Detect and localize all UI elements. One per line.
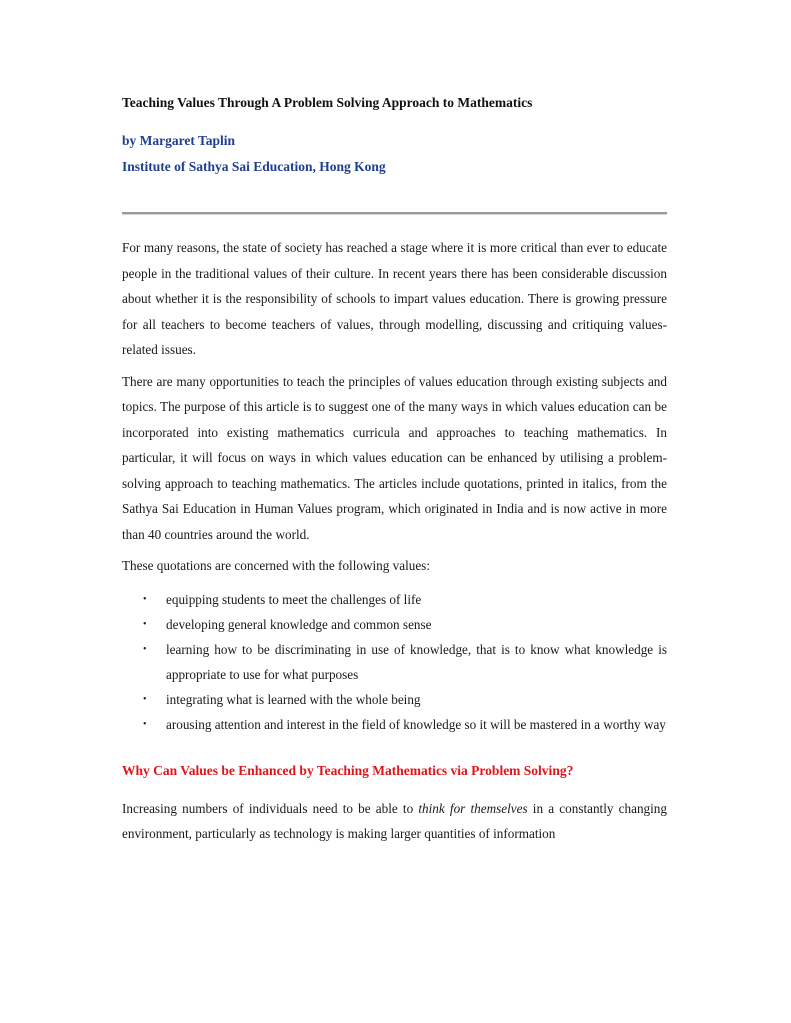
bullet-icon: • (143, 618, 147, 630)
list-item (122, 712, 667, 737)
values-list (122, 587, 667, 737)
italic-phrase: think for themselves (418, 800, 528, 816)
bullet-icon: • (143, 643, 147, 655)
intro-paragraph: For many reasons, the state of society has reached a stage where it is more critical than ever to educate people in the traditional values of their culture. In recent years there has been considerable discussion about whether it is the responsibility of schools to impart values education. There is growing pressure for all teachers to become teachers of values, through modelling, discussing and critiquing values-related issues. (122, 240, 667, 357)
author-name: by Margaret Taplin (122, 133, 236, 148)
bullet-icon: • (143, 718, 147, 730)
section-paragraph-text: Increasing numbers of individuals need to be able to (122, 800, 419, 816)
document-page (122, 95, 667, 847)
bullet-icon: • (143, 593, 147, 605)
list-item-text: integrating what is learned with the whole being (166, 691, 421, 707)
horizontal-rule (122, 212, 667, 215)
document-title: Teaching Values Through A Problem Solving Approach to Mathematics (122, 95, 533, 110)
list-item-text: equipping students to meet the challenges of life (166, 591, 422, 607)
section-paragraph (122, 796, 667, 847)
purpose-paragraph: There are many opportunities to teach the principles of values education through existing subjects and topics. The purpose of this article is to suggest one of the many ways in which values education can be incorporated into existing mathematics curricula and approaches to teaching mathematics. In particular, it will focus on ways in which values education can be enhanced by utilising a problem-solving approach to teaching mathematics. The articles include quotations, printed in italics, from the Sathya Sai Education in Human Values program, which originated in India and is now active in more than 40 countries around the world. (122, 373, 667, 542)
quotations-intro-paragraph: These quotations are concerned with the following values: (122, 558, 430, 573)
list-item-text: arousing attention and interest in the field of knowledge so it will be mastered in a worthy way (166, 716, 666, 732)
section-heading: Why Can Values be Enhanced by Teaching Mathematics via Problem Solving? (122, 762, 574, 778)
author-institute: Institute of Sathya Sai Education, Hong Kong (122, 159, 386, 174)
list-item-text: developing general knowledge and common sense (166, 616, 432, 632)
list-item (122, 687, 667, 712)
bullet-icon: • (143, 693, 147, 705)
list-item-text: learning how to be discriminating in use of knowledge, that is to know what knowledge is appropriate to use for what purposes (166, 641, 667, 682)
list-item (122, 637, 667, 687)
section-paragraph-text-continued: in a constantly changing environment, particularly as technology is making larger quantities of information (122, 800, 667, 841)
list-item (122, 587, 667, 612)
list-item (122, 612, 667, 637)
